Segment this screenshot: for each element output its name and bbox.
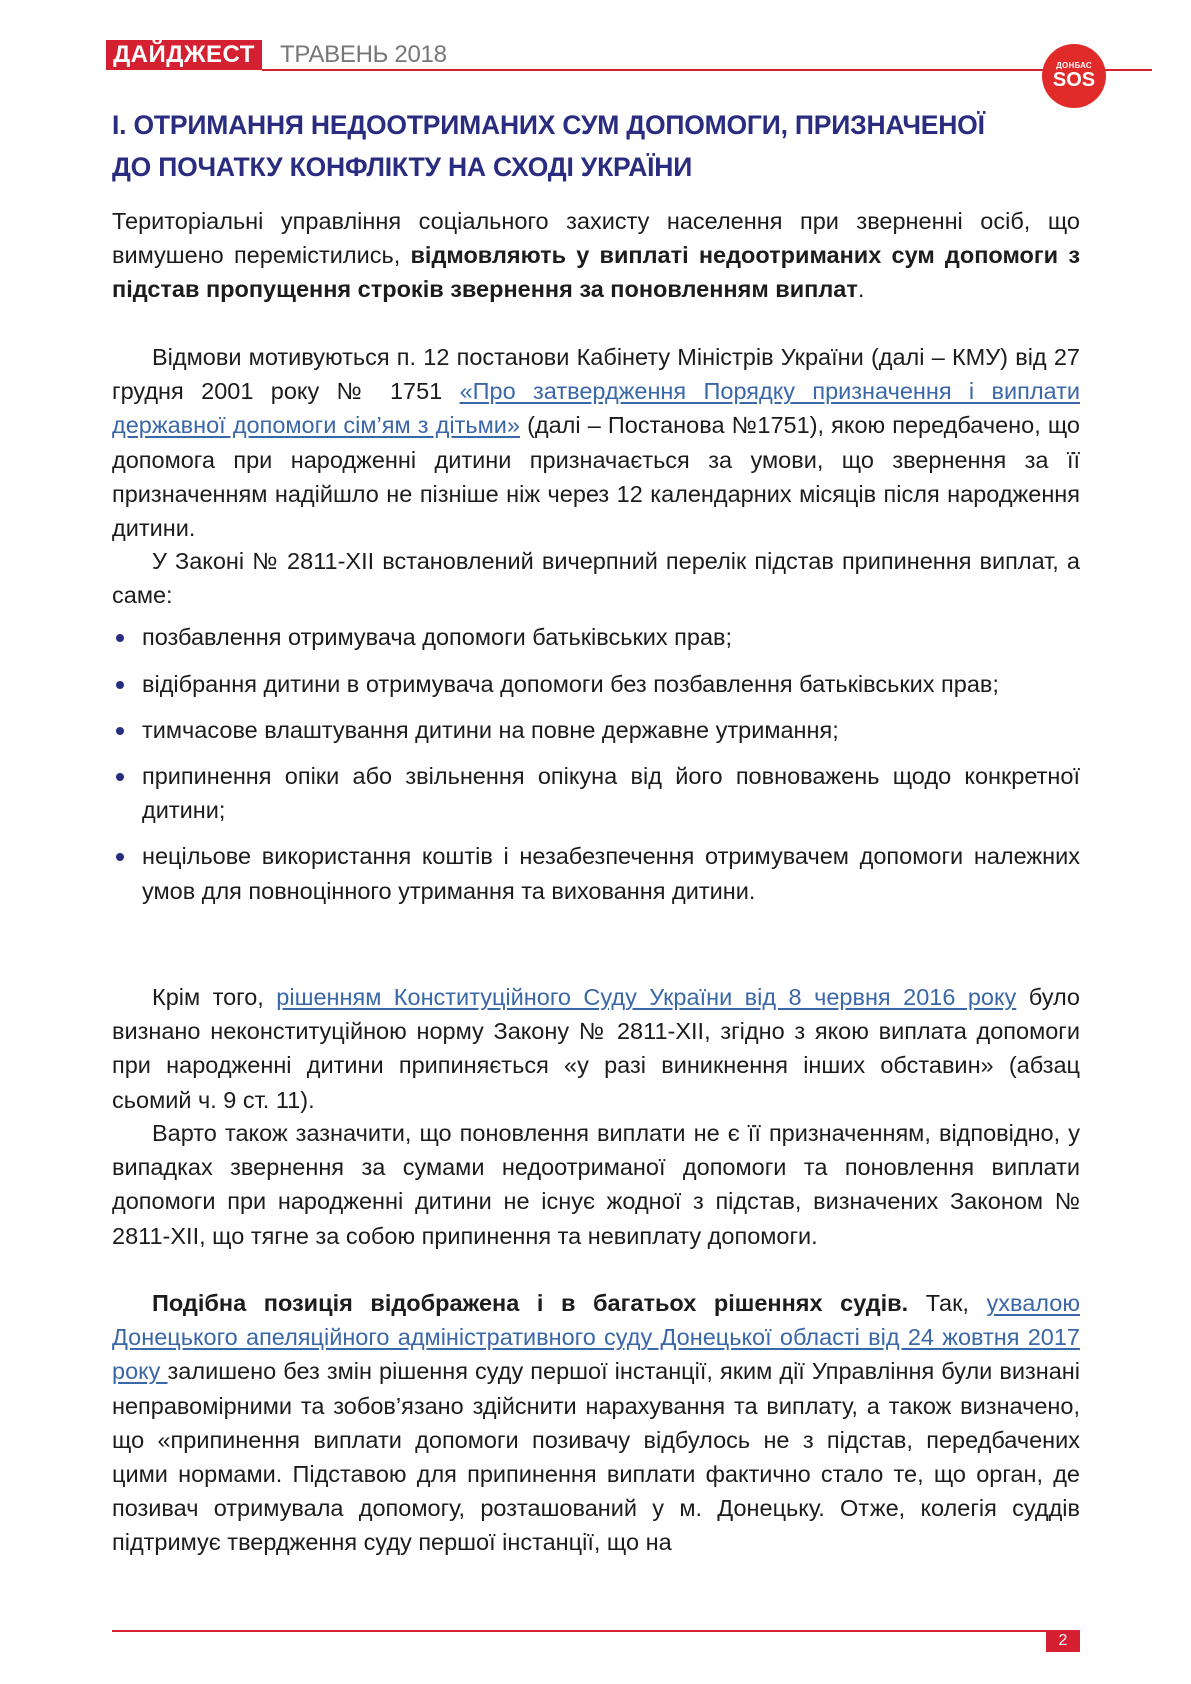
logo-main-text: SOS bbox=[1052, 69, 1096, 91]
bullet-icon bbox=[116, 853, 124, 861]
section-title-line-1: І. ОТРИМАННЯ НЕДООТРИМАНИХ СУМ ДОПОМОГИ, ПРИЗНАЧЕНОЇ bbox=[112, 110, 985, 140]
footer-divider bbox=[112, 1630, 1056, 1632]
paragraph-text: У Законі № 2811-XII встановлений вичерпний перелік підстав припинення виплат, а саме: bbox=[112, 548, 1080, 609]
logo-top-text: ДОНБАС bbox=[1056, 61, 1092, 70]
paragraph-6 bbox=[112, 1286, 1080, 1560]
paragraph-text: Варто також зазначити, що поновлення виплати не є її призначенням, відповідно, у випадках звернення за сумами недоотриманої допомоги та поновлення виплати допомоги при народженні дитини не існує жодної з підстав, визначених Законом № 2811-XII, що тягне за собою припинення та невиплату допомоги. bbox=[112, 1120, 1080, 1249]
bullet-icon bbox=[116, 773, 124, 781]
termination-grounds-list bbox=[112, 620, 1080, 907]
link-kmu-resolution-1751[interactable]: «Про затвердження Порядку призначення і виплати державної допомоги сім’ям з дітьми» bbox=[112, 378, 1080, 439]
digest-tag: ДАЙДЖЕСТ bbox=[106, 40, 262, 70]
list-item bbox=[112, 667, 1080, 701]
list-item bbox=[112, 620, 1080, 654]
list-item bbox=[112, 839, 1080, 907]
bullet-icon bbox=[116, 634, 124, 642]
donbas-sos-logo-icon bbox=[1042, 44, 1106, 108]
section-title bbox=[112, 104, 1092, 188]
link-constitutional-court-decision[interactable]: рішенням Конституційного Суду України від 8 червня 2016 року bbox=[276, 984, 1017, 1010]
link-donetsk-appeal-court-ruling[interactable]: ухвалою Донецького апеляційного адміністративного суду Донецької області від 24 жовтня 2017 року bbox=[112, 1290, 1080, 1385]
paragraph-text: залишено без змін рішення суду першої інстанції, яким дії Управління були визнані неправомірними та зобов’язано здійснити нарахування та виплату, а також визначено, що «припинення виплати допомоги позивачу відбулось не з підстав, передбачених цими нормами. Підставою для припинення виплати фактично стало те, що орган, де позивач отримувала допомогу, розташований у м. Донецьку. Отже, колегія суддів підтримує твердження суду першої інстанції, що на bbox=[112, 1358, 1080, 1556]
bullet-icon bbox=[116, 681, 124, 689]
list-item-text: позбавлення отримувача допомоги батьківських прав; bbox=[142, 624, 733, 651]
paragraph-text: Територіальні управління соціального захисту населення при зверненні осіб, що вимушено перемістились, bbox=[112, 208, 1080, 269]
paragraph-text: Так, bbox=[908, 1290, 987, 1316]
paragraph-text: (далі – Постанова №1751), якою передбачено, що допомога при народженні дитини призначається за умови, що звернення за її призначенням надійшло не пізніше ніж через 12 календарних місяців після народження дитини. bbox=[112, 412, 1080, 542]
header-divider bbox=[262, 69, 1152, 71]
emphasis-text: відмовляють у виплаті недоотриманих сум допомоги з підстав пропущення строків звернення за поновленням виплат bbox=[112, 242, 1080, 303]
list-item-text: тимчасове влаштування дитини на повне державне утримання; bbox=[142, 716, 839, 743]
paragraph-text: Відмови мотивуються п. 12 постанови Кабінету Міністрів України (далі – КМУ) від 27 грудня 2001 року № 1751 bbox=[112, 344, 1080, 405]
bullet-icon bbox=[116, 727, 124, 735]
page-header bbox=[106, 40, 1046, 70]
paragraph-4 bbox=[112, 980, 1080, 1117]
paragraph-1 bbox=[112, 204, 1080, 307]
page-number: 2 bbox=[1046, 1630, 1080, 1652]
paragraph-3 bbox=[112, 544, 1080, 920]
paragraph-2 bbox=[112, 340, 1080, 545]
list-item-text: відібрання дитини в отримувача допомоги без позбавлення батьківських прав; bbox=[142, 670, 999, 697]
paragraph-text: Крім того, bbox=[152, 984, 277, 1010]
paragraph-text: . bbox=[857, 276, 865, 303]
paragraph-5 bbox=[112, 1116, 1080, 1253]
paragraph-text: було визнано неконституційною норму Закону № 2811-XII, згідно з якою виплата допомоги при народженні дитини припиняється «у разі виникнення інших обставин» (абзац сьомий ч. 9 ст. 11). bbox=[112, 984, 1081, 1113]
emphasis-text: Подібна позиція відображена і в багатьох рішеннях судів. bbox=[152, 1290, 909, 1316]
list-item bbox=[112, 713, 1080, 747]
list-item-text: нецільове використання коштів і незабезпечення отримувачем допомоги належних умов для повноцінного утримання та виховання дитини. bbox=[142, 843, 1080, 904]
list-item bbox=[112, 759, 1080, 827]
section-title-line-2: ДО ПОЧАТКУ КОНФЛІКТУ НА СХОДІ УКРАЇНИ bbox=[112, 152, 693, 182]
list-item-text: припинення опіки або звільнення опікуна від його повноважень щодо конкретної дитини; bbox=[142, 763, 1080, 824]
issue-date: ТРАВЕНЬ 2018 bbox=[280, 41, 447, 68]
